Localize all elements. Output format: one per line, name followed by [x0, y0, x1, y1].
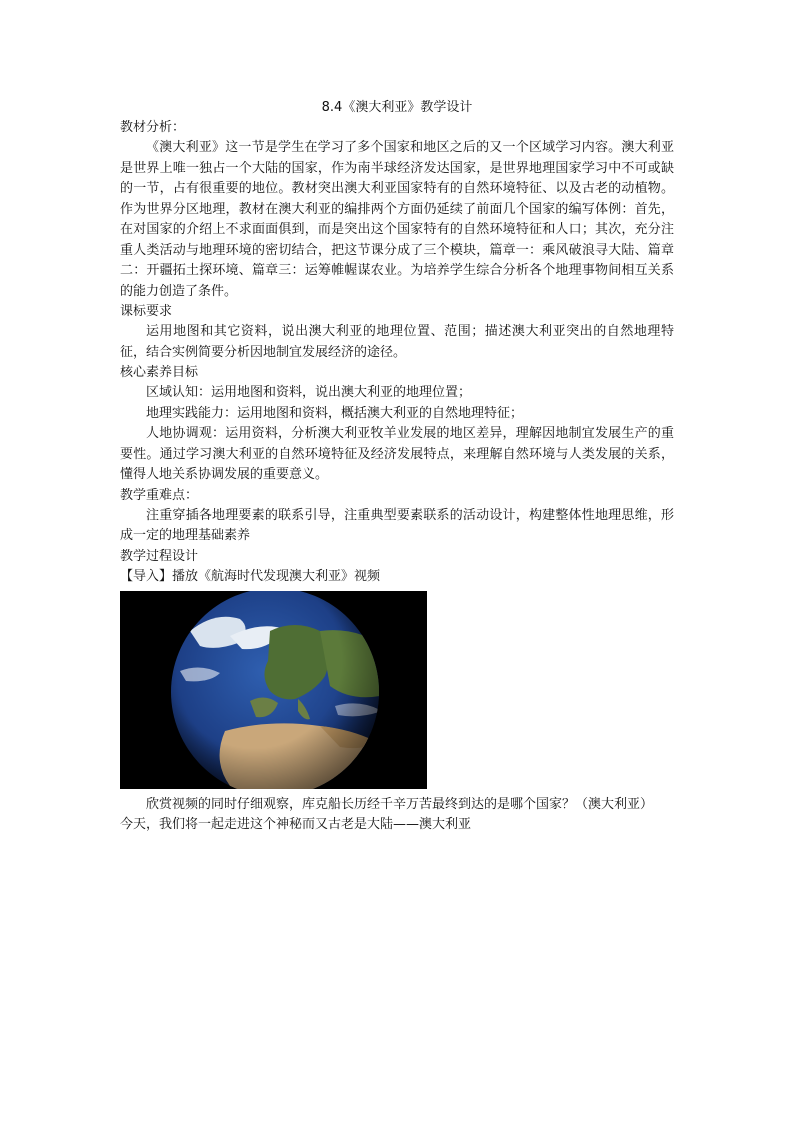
earth-globe-image — [120, 591, 427, 789]
section-heading-curriculum: 课标要求 — [120, 304, 173, 319]
section-heading-textbook-analysis: 教材分析： — [120, 120, 186, 135]
section-heading-teaching-process: 教学过程设计 — [120, 548, 199, 564]
paragraph-curriculum: 运用地图和其它资料，说出澳大利亚的地理位置、范围；描述澳大利亚突出的自然地理特征，结合实例简要分析因地制宜发展经济的途径。 — [120, 324, 674, 360]
paragraph-human-land-harmony: 人地协调观：运用资料，分析澳大利亚牧羊业发展的地区差异，理解因地制宜发展生产的重要性。通过学习澳大利亚的自然环境特征及经济发展特点，来理解自然环境与人类发展的关系，懂得人地关系协调发展的重要意义。 — [120, 426, 674, 482]
paragraph-key-difficulties: 注重穿插各地理要素的联系引导，注重典型要素联系的活动设计，构建整体性地理思维，形成一定的地理基础素养 — [120, 507, 674, 543]
intro-line: 【导入】播放《航海时代发现澳大利亚》视频 — [120, 568, 381, 584]
paragraph-video-question: 欣赏视频的同时仔细观察，库克船长历经千辛万苦最终到达的是哪个国家？（澳大利亚） — [146, 796, 654, 812]
section-heading-core-literacy: 核心素养目标 — [120, 365, 199, 380]
paragraph-textbook-analysis: 《澳大利亚》这一节是学生在学习了多个国家和地区之后的又一个区域学习内容。澳大利亚是世界上唯一独占一个大陆的国家，作为南半球经济发达国家，是世界地理国家学习中不可或缺的一节，占有很重要的地位。教材突出澳大利亚国家特有的自然环境特征、以及古老的动植物。作为世界分区地理，教材在澳大利亚的编排两个方面仍延续了前面几个国家的编写体例：首先，在对国家的介绍上不求面面俱到，而是突出这个国家特有的自然环境特征和人口；其次，充分注重人类活动与地理环境的密切结合，把这节课分成了三个模块，篇章一：乘风破浪寻大陆、篇章二：开疆拓土探环境、篇章三：运筹帷幄谋农业。为培养学生综合分析各个地理事物间相互关系的能力创造了条件。 — [120, 140, 674, 299]
closing-line: 今天，我们将一起走进这个神秘而又古老是大陆——澳大利亚 — [120, 817, 472, 832]
paragraph-regional-cognition: 区域认知：运用地图和资料，说出澳大利亚的地理位置； — [146, 385, 472, 400]
section-heading-key-difficulties: 教学重难点： — [120, 487, 199, 503]
paragraph-geographic-practice: 地理实践能力：运用地图和资料，概括澳大利亚的自然地理特征； — [146, 405, 524, 421]
document-title: 8.4《澳大利亚》教学设计 — [321, 100, 473, 115]
